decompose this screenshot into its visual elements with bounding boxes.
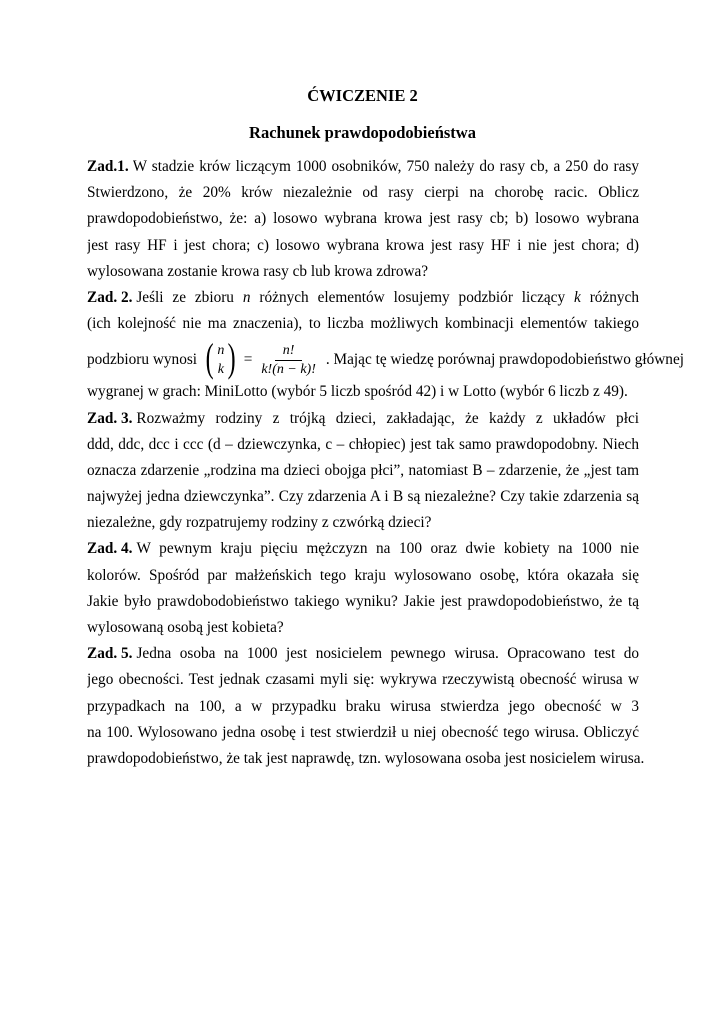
task-5 [87,641,645,772]
exercise-body [87,154,684,772]
task-1-label: Zad.1. [87,158,129,175]
task-4-line: kolorów. Spośród par małżeńskich tego kraju wylosowano osobę, która okazała się [87,566,639,584]
task-5-line: prawdopodobieństwo, że tak jest naprawdę, tzn. wylosowana osoba jest nosicielem wirusa. [87,749,645,767]
task-3-label: Zad. 3. [87,409,133,427]
task-2 [87,285,684,406]
task-3-line: oznacza zdarzenie „rodzina ma dzieci obojga płci”, natomiast B – zdarzenie, że „jest tam [87,461,639,479]
task-4 [87,536,639,641]
task-1-line: prawdopodobieństwo, że: a) losowo wybrana krowa jest rasy cb; b) losowo wybrana [87,210,639,228]
task-5-line: na 100. Wylosowano jedna osobę i test stwierdził u niej obecność tego wirusa. Obliczyć [87,723,639,741]
page-title: ĆWICZENIE 2 [307,86,418,105]
task-3-line: najwyżej jedna dziewczynka”. Czy zdarzenia A i B są niezależne? Czy takie zdarzenia są [87,488,639,506]
page-subtitle: Rachunek prawdopodobieństwa [249,123,476,142]
task-5-label: Zad. 5. [87,645,133,663]
task-1 [87,154,639,285]
task-1-line: jest rasy HF i jest chora; c) losowo wybrana krowa jest rasy HF i nie jest chora; d) [87,236,639,254]
task-3-line: niezależne, gdy rozpatrujemy rodziny z czwórką dzieci? [87,514,432,532]
task-2-line: Jeśli ze zbioru n różnych elementów losujemy podzbiór liczący k różnych [136,288,639,306]
task-2-line: podzbioru wynosi [87,351,198,369]
task-2-line: . Mając tę wiedzę porównaj prawdopodobieństwo głównej [325,351,684,369]
task-2-line: (ich kolejność nie ma znaczenia), to liczba możliwych kombinacji elementów takiego [87,315,639,333]
task-4-line: wylosowaną osobą jest kobieta? [87,619,284,636]
task-1-line: wylosowana zostanie krowa rasy cb lub krowa zdrowa? [87,262,429,280]
task-2-line: wygranej w grach: MiniLotto (wybór 5 liczb spośród 42) i w Lotto (wybór 6 liczb z 49). [87,383,628,401]
task-3 [87,406,639,537]
task-4-label: Zad. 4. [87,540,133,558]
task-1-line: Stwierdzono, że 20% krów niezależnie od rasy cierpi na chorobę racic. Oblicz [87,184,639,202]
task-4-line: W pewnym kraju pięciu mężczyzn na 100 oraz dwie kobiety na 1000 nie [136,540,639,558]
task-4-line: Jakie było prawdobodobieństwo takiego wyniku? Jakie jest prawdopodobieństwo, że tą [87,592,639,610]
task-5-line: jego obecności. Test jednak czasami myli się: wykrywa rzeczywistą obecność wirusa w [87,671,639,689]
binomial-formula: ( n k ) = $\frac{n!}{k!(n - k)!}$ [205,335,316,381]
task-3-line: Rozważmy rodziny z trójką dzieci, zakładając, że każdy z układów płci [136,409,639,427]
task-1-line: W stadzie krów liczącym 1000 osobników, 750 należy do rasy cb, a 250 do rasy [132,158,639,175]
task-5-line: przypadkach na 100, a w przypadku braku wirusa stwierdza jego obecność w 3 [87,697,639,715]
task-2-label: Zad. 2. [87,288,133,306]
task-5-line: Jedna osoba na 1000 jest nosicielem pewnego wirusa. Opracowano test do [136,645,639,663]
task-3-line: ddd, ddc, dcc i ccc (d – dziewczynka, c – chłopiec) jest tak samo prawdopodobny. Niech [87,435,639,453]
